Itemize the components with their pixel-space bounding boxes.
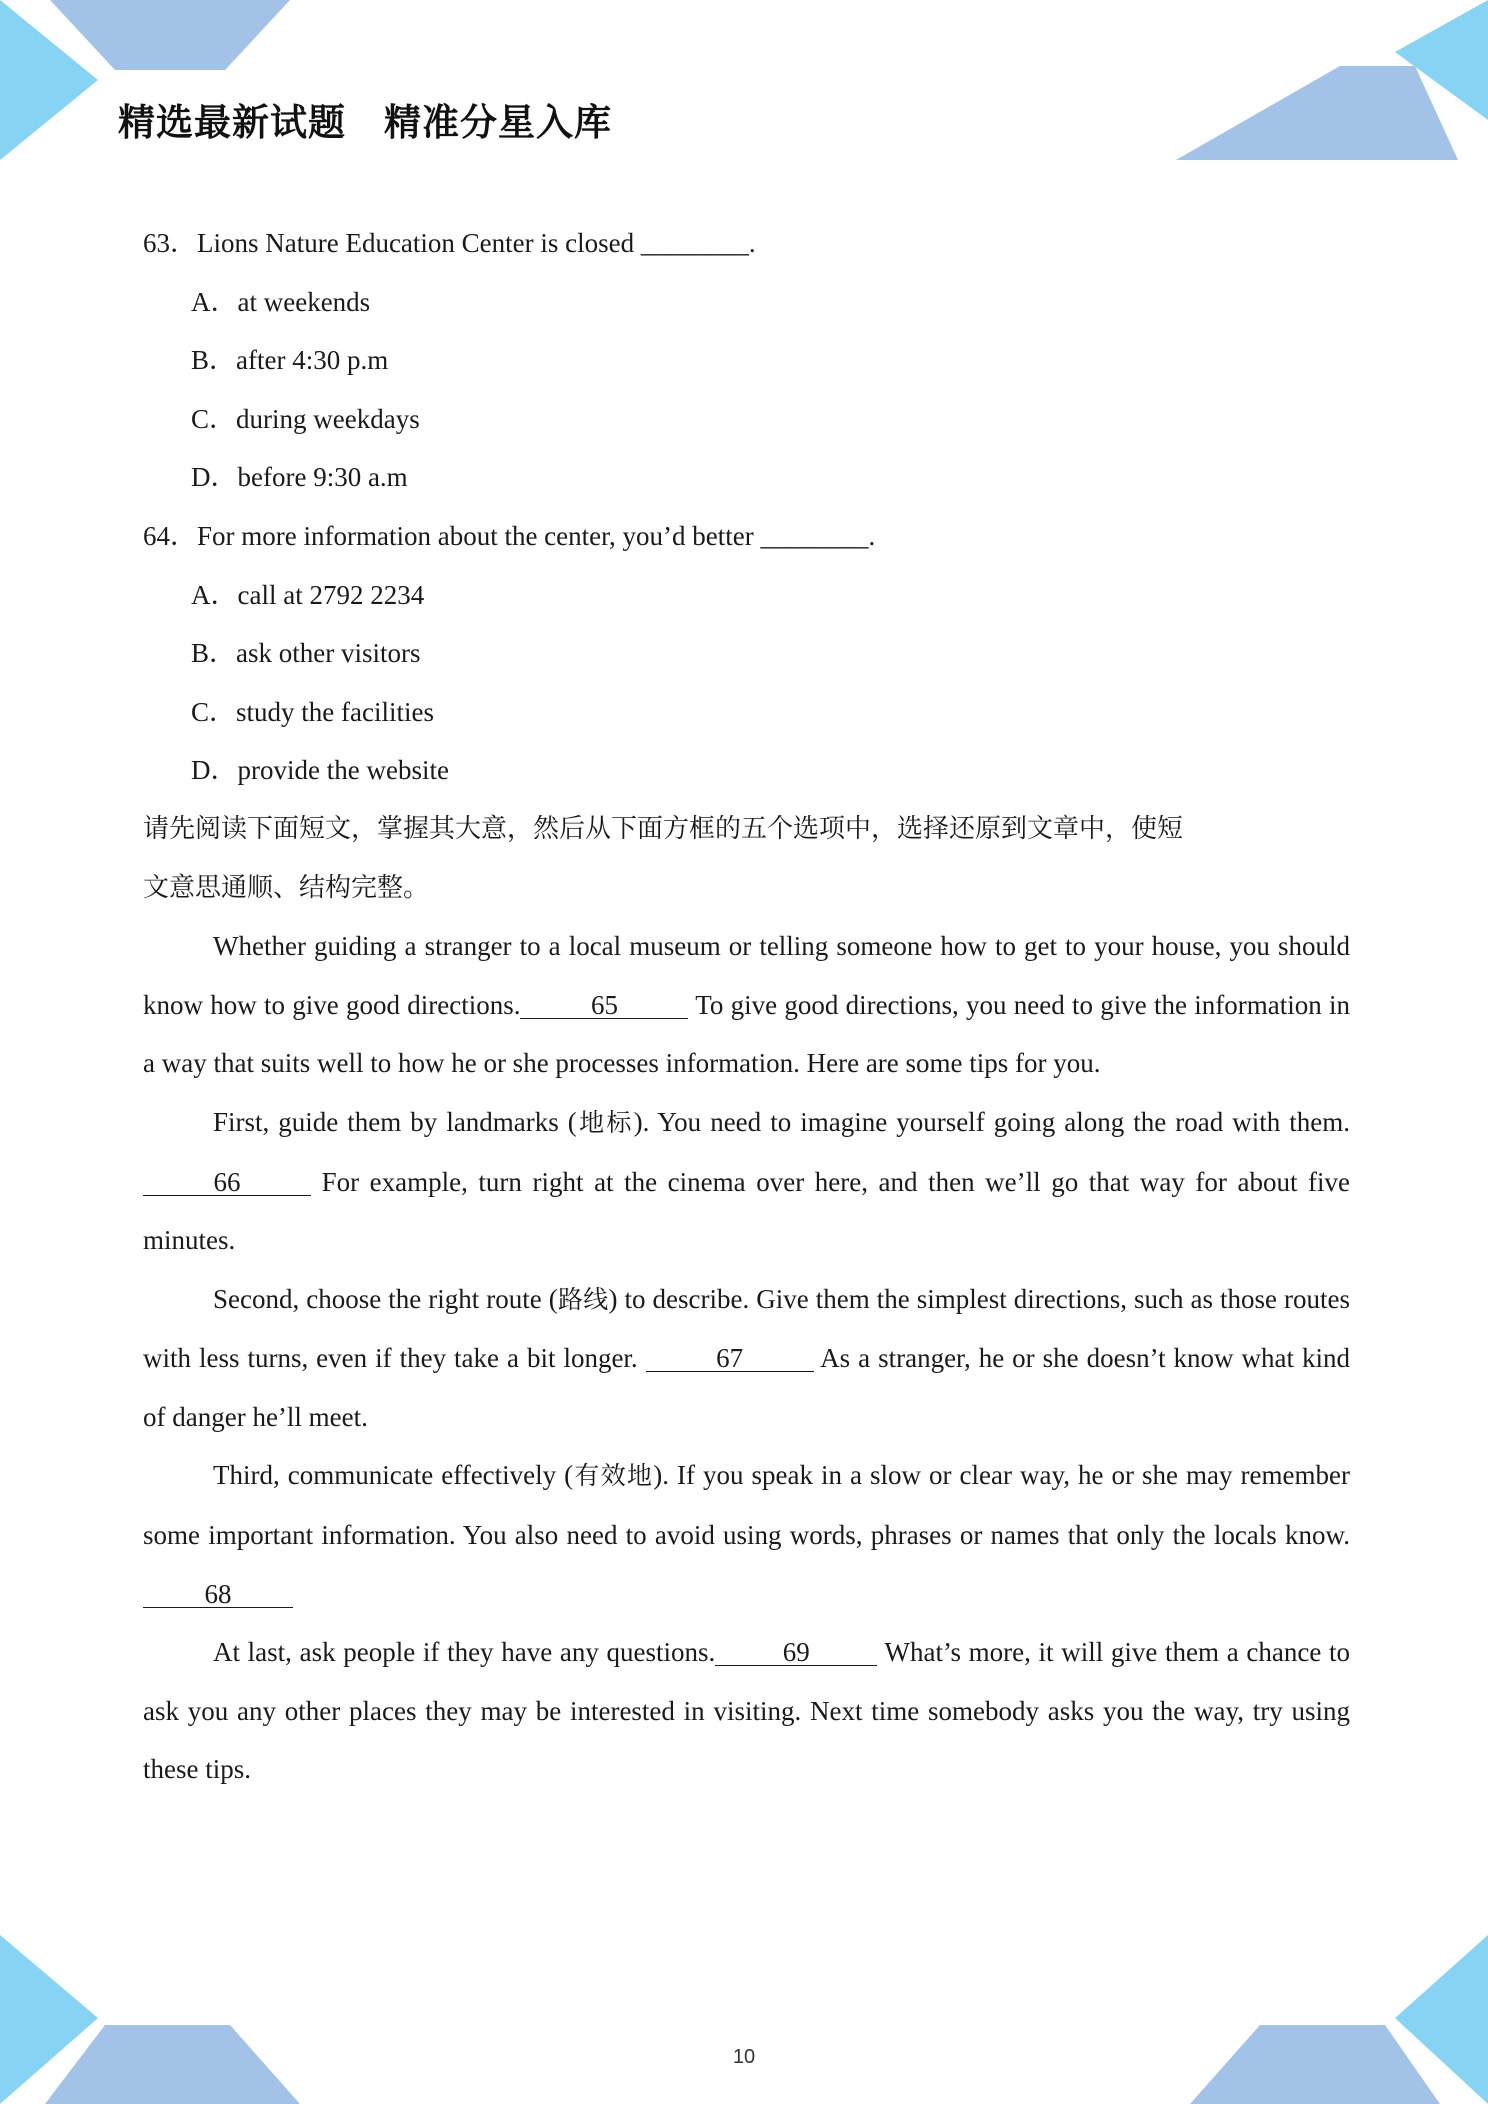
question-64-stem: 64．For more information about the center, you’d better ________. bbox=[143, 520, 876, 551]
question-64-option-b: B．ask other visitors bbox=[191, 638, 421, 669]
chinese-gloss: 有效地 bbox=[573, 1461, 654, 1491]
question-63-option-a: A．at weekends bbox=[191, 286, 371, 317]
passage-paragraph-3 bbox=[143, 1270, 1350, 1447]
paragraph-text: Second, choose the right route ( bbox=[213, 1283, 558, 1314]
paragraph-text: ). You need to imagine yourself going along the road with them. bbox=[633, 1106, 1350, 1137]
paragraph-text: First, guide them by landmarks ( bbox=[213, 1106, 577, 1137]
paragraph-text: Third, communicate effectively ( bbox=[213, 1460, 574, 1491]
paragraph-text: To give good directions, you need to give the information in a way that suits well to how he or she processes information. Here are some tips for you. bbox=[143, 989, 1350, 1079]
passage-paragraph-1 bbox=[143, 917, 1350, 1093]
blank-68: 68 bbox=[143, 1581, 293, 1608]
blank-69: 69 bbox=[715, 1639, 877, 1666]
chinese-gloss: 地标 bbox=[576, 1107, 634, 1137]
header-title: 精选最新试题 精准分星入库 bbox=[118, 101, 612, 144]
passage-paragraph-2 bbox=[143, 1093, 1350, 1270]
question-63-stem: 63．Lions Nature Education Center is closed ________. bbox=[143, 228, 756, 258]
question-63-option-b: B．after 4:30 p.m bbox=[191, 345, 389, 376]
chinese-gloss: 路线 bbox=[557, 1284, 609, 1314]
instruction-line-1: 请先阅读下面短文，掌握其大意，然后从下面方框的五个选项中，选择还原到文章中，使短 bbox=[143, 813, 1184, 844]
question-64-option-a: A．call at 2792 2234 bbox=[191, 579, 425, 610]
passage-paragraph-5 bbox=[143, 1623, 1350, 1799]
paragraph-text: As a stranger, he or she doesn’t know what kind of danger he’ll meet. bbox=[143, 1343, 1350, 1432]
page-number: 10 bbox=[732, 2046, 756, 2068]
top-left-trapezoid bbox=[50, 0, 290, 70]
passage-paragraph-4 bbox=[143, 1446, 1350, 1623]
top-right-trapezoid bbox=[1176, 66, 1458, 160]
paragraph-text: For example, turn right at the cinema over here, and then we’ll go that way for about five minutes. bbox=[143, 1166, 1350, 1256]
blank-66: 66 bbox=[143, 1169, 311, 1196]
question-64-option-c: C．study the facilities bbox=[191, 696, 434, 727]
page-content bbox=[143, 214, 1350, 1799]
blank-65: 65 bbox=[520, 992, 688, 1019]
question-63-option-d: D．before 9:30 a.m bbox=[191, 462, 408, 493]
paragraph-text: ) to describe. Give them the simplest directions, such as those routes with less turns, even if they take a bit longer. bbox=[143, 1283, 1350, 1374]
question-63-option-c: C．during weekdays bbox=[191, 403, 420, 434]
question-64-option-d: D．provide the website bbox=[191, 755, 449, 786]
paragraph-text: At last, ask people if they have any questions. bbox=[213, 1637, 716, 1668]
instruction-line-2: 文意思通顺、结构完整。 bbox=[143, 872, 430, 903]
paragraph-text: ). If you speak in a slow or clear way, he or she may remember some important information. You also need to avoid using words, phrases or names that only the locals know. bbox=[143, 1460, 1350, 1551]
blank-67: 67 bbox=[646, 1345, 814, 1372]
paragraph-text: What’s more, it will give them a chance to ask you any other places they may be interested in visiting. Next time somebody asks you the way, try using these tips. bbox=[143, 1637, 1350, 1785]
paragraph-text: Whether guiding a stranger to a local museum or telling someone how to get to your house, you should know how to give good directions. bbox=[143, 931, 1350, 1020]
